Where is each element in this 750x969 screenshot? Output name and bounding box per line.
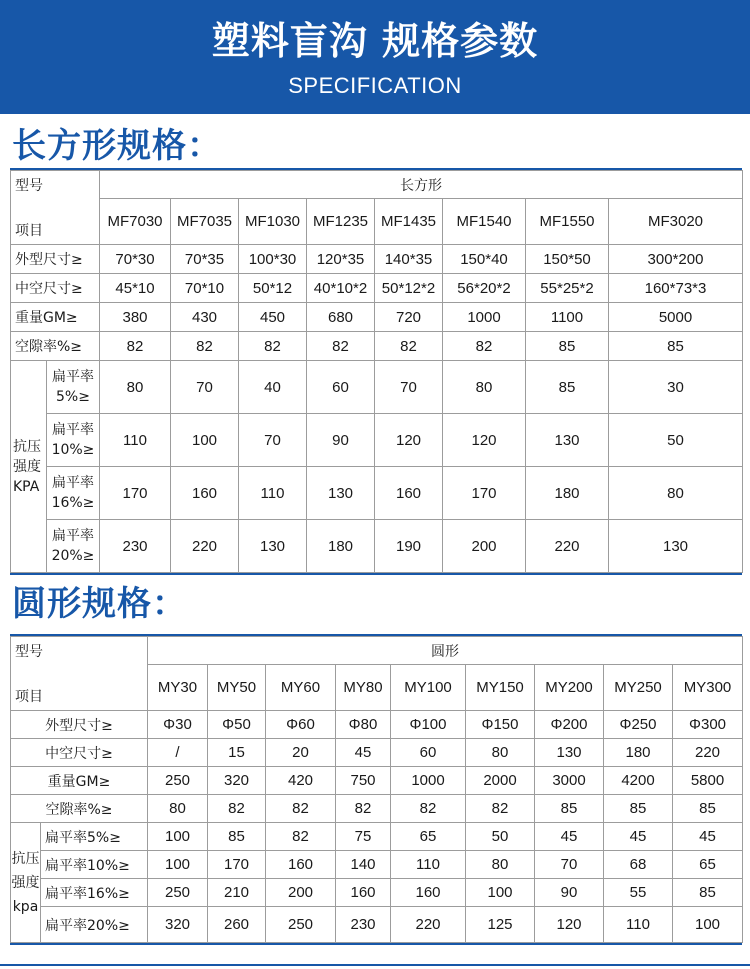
row-label: 中空尺寸≥ [11, 274, 100, 303]
rect-corner-cell [11, 171, 100, 245]
table-cell: 100 [148, 823, 208, 851]
table-cell: 82 [208, 795, 266, 823]
table-cell: 85 [609, 332, 743, 361]
row-label: 扁平率10%≥ [47, 414, 100, 467]
table-cell: 2000 [466, 767, 535, 795]
table-row [11, 711, 743, 739]
table-cell: 82 [336, 795, 391, 823]
table-row [11, 414, 743, 467]
row-label: 外型尺寸≥ [11, 245, 100, 274]
table-cell: 250 [148, 879, 208, 907]
table-row [11, 520, 743, 573]
table-cell: 100*30 [239, 245, 307, 274]
row-label: 扁平率16%≥ [47, 467, 100, 520]
table-cell: 85 [208, 823, 266, 851]
round-model-cell: MY200 [535, 665, 604, 711]
table-cell: 85 [526, 332, 609, 361]
round-spec-table [10, 636, 743, 943]
table-cell: 120*35 [307, 245, 375, 274]
rect-spec-table-frame [10, 168, 742, 575]
table-cell: 110 [100, 414, 171, 467]
table-cell: 200 [443, 520, 526, 573]
strength-group-label: 抗压强度kpa [11, 823, 41, 943]
table-cell: 190 [375, 520, 443, 573]
table-cell: 20 [266, 739, 336, 767]
round-spec-table-frame [10, 634, 742, 945]
rect-corner-item: 项目 [15, 223, 43, 239]
rect-spec-table [10, 170, 743, 573]
table-cell: 180 [604, 739, 673, 767]
table-cell: 160*73*3 [609, 274, 743, 303]
round-model-cell: MY100 [391, 665, 466, 711]
table-cell: 300*200 [609, 245, 743, 274]
table-cell: 45 [673, 823, 743, 851]
table-cell: 5000 [609, 303, 743, 332]
table-cell: Φ30 [148, 711, 208, 739]
table-cell: 70 [239, 414, 307, 467]
table-cell: / [148, 739, 208, 767]
table-cell: 140 [336, 851, 391, 879]
table-cell: 210 [208, 879, 266, 907]
table-cell: 450 [239, 303, 307, 332]
round-model-cell: MY60 [266, 665, 336, 711]
table-row [11, 361, 743, 414]
table-cell: 80 [466, 851, 535, 879]
table-cell: 250 [266, 907, 336, 943]
table-cell: 170 [443, 467, 526, 520]
table-cell: 15 [208, 739, 266, 767]
table-cell: Φ150 [466, 711, 535, 739]
table-cell: 82 [100, 332, 171, 361]
table-cell: 82 [375, 332, 443, 361]
row-label: 扁平率5%≥ [47, 361, 100, 414]
rect-group-header: 长方形 [100, 171, 743, 199]
table-cell: 110 [391, 851, 466, 879]
table-cell: 380 [100, 303, 171, 332]
table-cell: 120 [375, 414, 443, 467]
table-cell: Φ80 [336, 711, 391, 739]
table-cell: Φ250 [604, 711, 673, 739]
table-cell: 320 [148, 907, 208, 943]
table-cell: 420 [266, 767, 336, 795]
rect-section-title: 长方形规格： [12, 126, 222, 166]
table-cell: 1000 [391, 767, 466, 795]
table-cell: 220 [171, 520, 239, 573]
rect-model-cell: MF7030 [100, 199, 171, 245]
table-cell: 80 [148, 795, 208, 823]
table-cell: 50 [466, 823, 535, 851]
table-cell: 30 [609, 361, 743, 414]
table-cell: 130 [535, 739, 604, 767]
table-cell: 60 [391, 739, 466, 767]
table-row [11, 274, 743, 303]
table-cell: 80 [443, 361, 526, 414]
table-cell: 80 [466, 739, 535, 767]
round-model-cell: MY150 [466, 665, 535, 711]
round-corner-item: 项目 [15, 689, 43, 705]
table-cell: 170 [100, 467, 171, 520]
table-row [11, 739, 743, 767]
table-cell: 45 [604, 823, 673, 851]
row-label: 外型尺寸≥ [11, 711, 148, 739]
rect-model-cell: MF1030 [239, 199, 307, 245]
table-cell: 70 [171, 361, 239, 414]
table-row [11, 879, 743, 907]
table-cell: 110 [239, 467, 307, 520]
table-cell: 170 [208, 851, 266, 879]
rect-model-row [11, 199, 743, 245]
table-cell: 65 [391, 823, 466, 851]
bottom-divider [0, 964, 750, 966]
round-group-header: 圆形 [148, 637, 743, 665]
table-cell: 160 [266, 851, 336, 879]
table-cell: 70 [375, 361, 443, 414]
row-label: 扁平率20%≥ [47, 520, 100, 573]
table-cell: 250 [148, 767, 208, 795]
table-cell: 70*30 [100, 245, 171, 274]
table-cell: 65 [673, 851, 743, 879]
table-cell: 230 [100, 520, 171, 573]
table-cell: 220 [673, 739, 743, 767]
table-cell: 180 [526, 467, 609, 520]
round-model-cell: MY250 [604, 665, 673, 711]
table-cell: 55 [604, 879, 673, 907]
table-cell: 82 [466, 795, 535, 823]
table-cell: 160 [375, 467, 443, 520]
round-section-title: 圆形规格： [12, 584, 187, 624]
table-cell: 82 [391, 795, 466, 823]
table-cell: 60 [307, 361, 375, 414]
table-cell: 130 [526, 414, 609, 467]
table-row [11, 851, 743, 879]
table-cell: 160 [336, 879, 391, 907]
row-label: 重量GM≥ [11, 767, 148, 795]
table-cell: Φ60 [266, 711, 336, 739]
table-row [11, 303, 743, 332]
table-cell: 45 [535, 823, 604, 851]
table-cell: 220 [391, 907, 466, 943]
row-label: 扁平率20%≥ [41, 907, 148, 943]
table-cell: 140*35 [375, 245, 443, 274]
table-cell: 90 [535, 879, 604, 907]
table-cell: 150*40 [443, 245, 526, 274]
table-cell: 720 [375, 303, 443, 332]
table-row [11, 245, 743, 274]
round-corner-model: 型号 [15, 644, 43, 660]
table-cell: 85 [526, 361, 609, 414]
table-cell: 160 [171, 467, 239, 520]
table-cell: 82 [239, 332, 307, 361]
table-cell: 50*12*2 [375, 274, 443, 303]
row-label: 中空尺寸≥ [11, 739, 148, 767]
table-cell: 125 [466, 907, 535, 943]
header-banner [0, 0, 750, 114]
row-label: 空隙率%≥ [11, 332, 100, 361]
strength-group-label: 抗压强度KPA [11, 361, 47, 573]
table-cell: Φ300 [673, 711, 743, 739]
table-cell: 85 [673, 879, 743, 907]
row-label: 重量GM≥ [11, 303, 100, 332]
table-cell: 130 [239, 520, 307, 573]
table-cell: 45*10 [100, 274, 171, 303]
table-cell: 5800 [673, 767, 743, 795]
table-cell: 1000 [443, 303, 526, 332]
page-title: 塑料盲沟 规格参数 [211, 19, 539, 63]
table-cell: 70*10 [171, 274, 239, 303]
table-row [11, 795, 743, 823]
rect-corner-model: 型号 [15, 178, 43, 194]
table-cell: 680 [307, 303, 375, 332]
table-cell: 68 [604, 851, 673, 879]
table-row [11, 907, 743, 943]
table-cell: 320 [208, 767, 266, 795]
table-cell: 45 [336, 739, 391, 767]
table-cell: 160 [391, 879, 466, 907]
table-cell: 90 [307, 414, 375, 467]
rect-model-cell: MF1550 [526, 199, 609, 245]
table-cell: 82 [171, 332, 239, 361]
row-label: 扁平率10%≥ [41, 851, 148, 879]
table-cell: 82 [266, 795, 336, 823]
round-model-cell: MY300 [673, 665, 743, 711]
rect-model-cell: MF1435 [375, 199, 443, 245]
table-cell: 100 [673, 907, 743, 943]
table-cell: 75 [336, 823, 391, 851]
table-cell: 100 [466, 879, 535, 907]
round-model-cell: MY50 [208, 665, 266, 711]
table-cell: 40*10*2 [307, 274, 375, 303]
table-row [11, 467, 743, 520]
rect-model-cell: MF3020 [609, 199, 743, 245]
table-cell: 130 [307, 467, 375, 520]
table-cell: 120 [443, 414, 526, 467]
row-label: 空隙率%≥ [11, 795, 148, 823]
table-row [11, 823, 743, 851]
table-cell: Φ100 [391, 711, 466, 739]
table-cell: 260 [208, 907, 266, 943]
table-cell: 80 [609, 467, 743, 520]
round-corner-cell [11, 637, 148, 711]
rect-model-cell: MF7035 [171, 199, 239, 245]
table-cell: Φ50 [208, 711, 266, 739]
row-label: 扁平率5%≥ [41, 823, 148, 851]
table-cell: 200 [266, 879, 336, 907]
table-cell: 82 [266, 823, 336, 851]
rect-model-cell: MF1235 [307, 199, 375, 245]
round-model-cell: MY80 [336, 665, 391, 711]
table-cell: 56*20*2 [443, 274, 526, 303]
round-model-cell: MY30 [148, 665, 208, 711]
page-subtitle: SPECIFICATION [288, 73, 462, 98]
table-cell: 85 [673, 795, 743, 823]
table-cell: 750 [336, 767, 391, 795]
row-label: 扁平率16%≥ [41, 879, 148, 907]
table-cell: 70*35 [171, 245, 239, 274]
table-cell: 82 [443, 332, 526, 361]
table-cell: 130 [609, 520, 743, 573]
table-cell: 1100 [526, 303, 609, 332]
table-cell: 85 [535, 795, 604, 823]
table-cell: 230 [336, 907, 391, 943]
table-cell: 430 [171, 303, 239, 332]
table-cell: 120 [535, 907, 604, 943]
table-cell: 40 [239, 361, 307, 414]
table-cell: 82 [307, 332, 375, 361]
table-cell: 220 [526, 520, 609, 573]
table-cell: 100 [148, 851, 208, 879]
table-cell: 55*25*2 [526, 274, 609, 303]
table-row [11, 767, 743, 795]
table-cell: 85 [604, 795, 673, 823]
rect-model-cell: MF1540 [443, 199, 526, 245]
table-cell: Φ200 [535, 711, 604, 739]
table-cell: 4200 [604, 767, 673, 795]
table-cell: 100 [171, 414, 239, 467]
table-cell: 50*12 [239, 274, 307, 303]
table-cell: 70 [535, 851, 604, 879]
table-cell: 110 [604, 907, 673, 943]
table-cell: 150*50 [526, 245, 609, 274]
table-cell: 50 [609, 414, 743, 467]
table-cell: 80 [100, 361, 171, 414]
table-row [11, 332, 743, 361]
table-cell: 180 [307, 520, 375, 573]
table-cell: 3000 [535, 767, 604, 795]
